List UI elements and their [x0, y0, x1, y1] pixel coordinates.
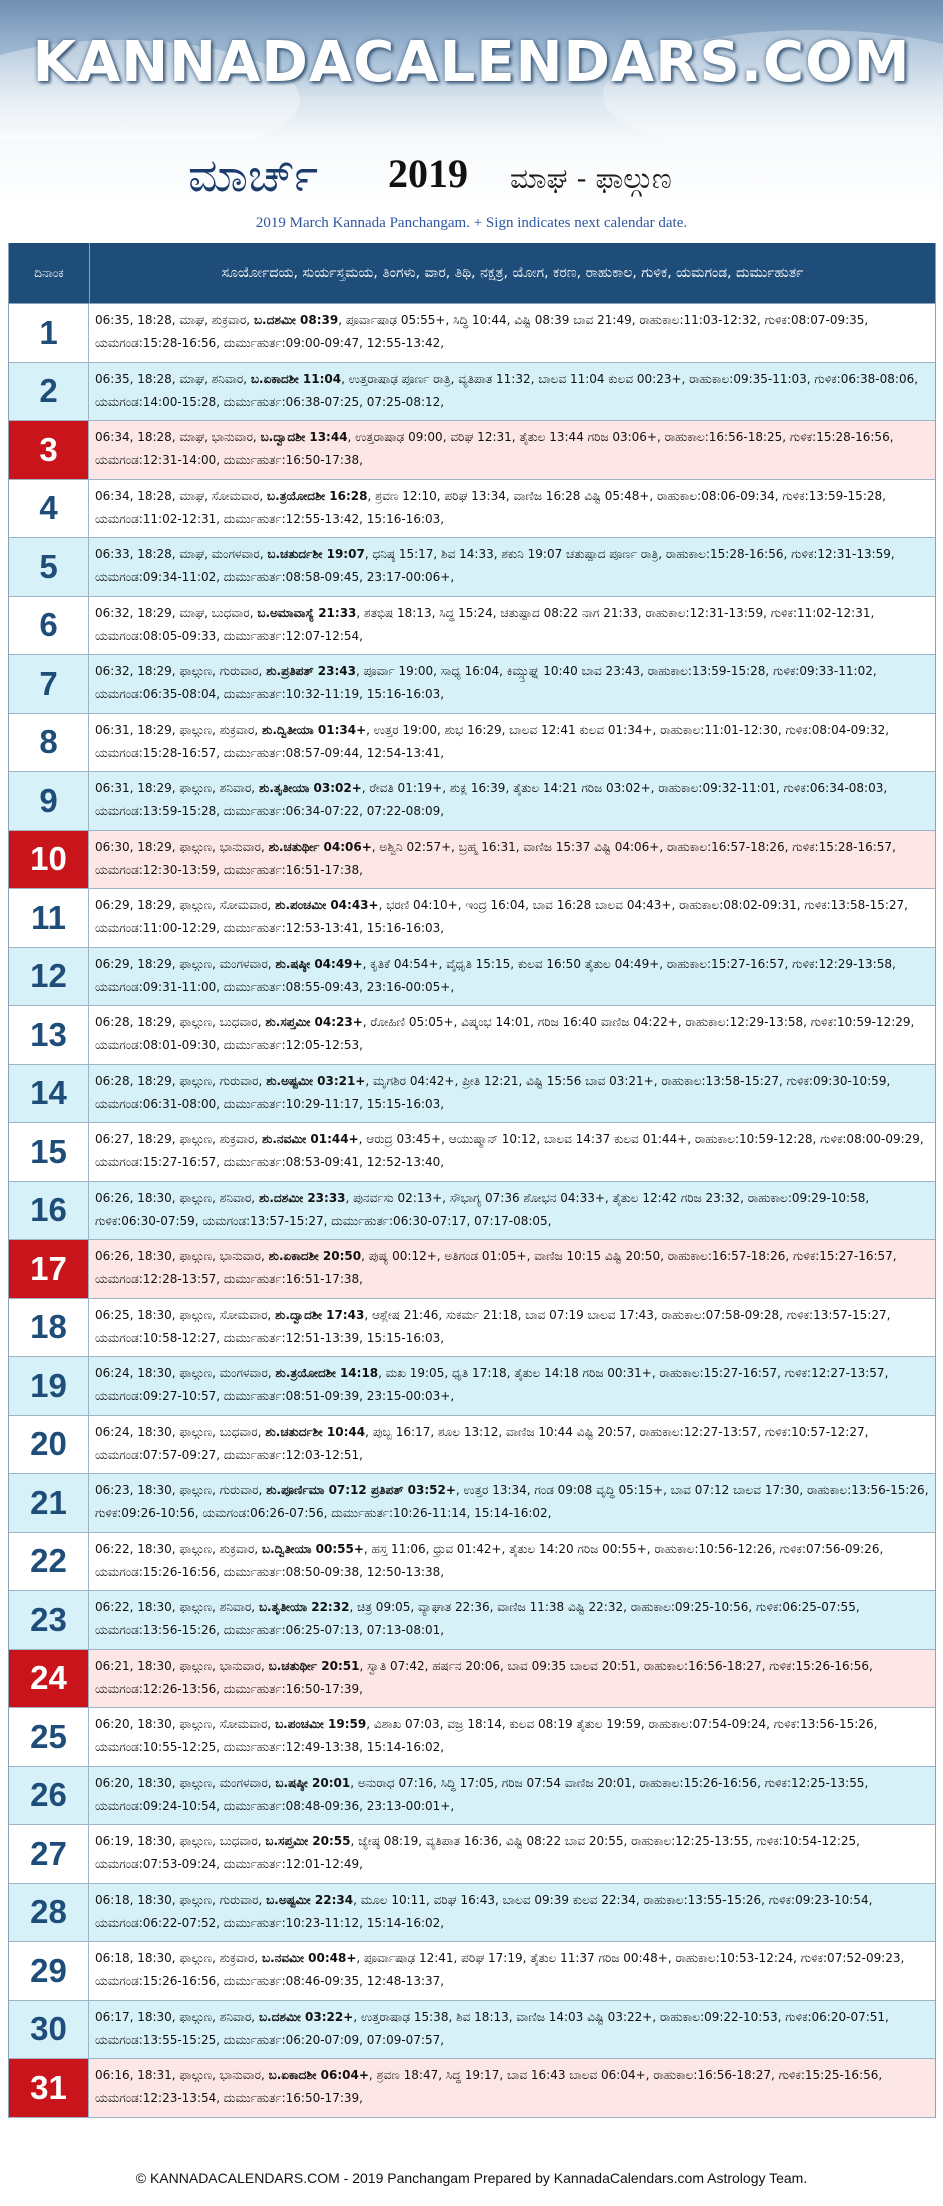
panchanga-timings: , ಆಶ್ಲೇಷ 21:46, ಸುಕರ್ಮ 21:18, ಬಾವ 07:19 ಬಾಲವ 17:43, ರಾಹುಕಾಲ:07:58-09:28, ಗುಳಿಕ:13:57-15:27, ಯಮಗಂಡ:10:58-12:27, ದುರ್ಮುಹುರ್ತ:12:51-13:39, 15:15-16:03, — [95, 1307, 891, 1345]
sun-month-weekday: 06:25, 18:30, ಫಾಲ್ಗುಣ, ಸೋಮವಾರ, — [95, 1307, 276, 1322]
tithi: ಬ.ತೃತೀಯಾ 22:32 — [258, 1600, 350, 1614]
panchanga-timings: , ವಿಶಾಖ 07:03, ವಜ್ರ 18:14, ಕುಲವ 08:19 ತೈತುಲ 19:59, ರಾಹುಕಾಲ:07:54-09:24, ಗುಳಿಕ:13:56-15:26, ಯಮಗಂಡ:10:55-12:25, ದುರ್ಮುಹುರ್ತ:12:49-13:38, 15:14-16:02, — [95, 1717, 878, 1754]
tithi: ಬ.ದಶಮೀ 08:39 — [253, 313, 339, 327]
tithi: ಬ.ಅಮಾವಾಸ್ಯೆ 21:33 — [257, 605, 357, 620]
panchanga-timings: , ಶ್ರವಣ 18:47, ಸಿದ್ಧ 19:17, ಬಾವ 16:43 ಬಾಲವ 06:04+, ರಾಹುಕಾಲ:16:56-18:27, ಗುಳಿಕ:15:25-16:56, ಯಮಗಂಡ:12:23-13:54, ದುರ್ಮುಹುರ್ತ:16:50-17:39, — [95, 2068, 883, 2105]
day-details — [89, 1416, 935, 1474]
table-row — [9, 1650, 935, 1709]
day-details — [89, 1591, 935, 1649]
sun-month-weekday: 06:24, 18:30, ಫಾಲ್ಗುಣ, ಮಂಗಳವಾರ, — [95, 1366, 276, 1380]
tithi: ಬ.ಷಷ್ಠೀ 20:01 — [275, 1775, 351, 1790]
day-details — [89, 2001, 935, 2059]
day-number: 4 — [9, 480, 89, 538]
sun-month-weekday: 06:33, 18:28, ಮಾಘ, ಮಂಗಳವಾರ, — [95, 547, 268, 561]
tithi: ಶು.ಚತುರ್ದಶೀ 10:44 — [265, 1424, 366, 1439]
day-number: 16 — [9, 1182, 89, 1240]
table-row — [9, 1065, 935, 1124]
day-number: 15 — [9, 1123, 89, 1181]
panchanga-timings: , ಸ್ವಾತಿ 07:42, ಹರ್ಷನ 20:06, ಬಾವ 09:35 ಬಾಲವ 20:51, ರಾಹುಕಾಲ:16:56-18:27, ಗುಳಿಕ:15:26-16:56, ಯಮಗಂಡ:12:26-13:56, ದುರ್ಮುಹುರ್ತ:16:50-17:39, — [95, 1658, 873, 1696]
sun-month-weekday: 06:35, 18:28, ಮಾಘ, ಶುಕ್ರವಾರ, — [95, 313, 254, 327]
table-row — [9, 363, 935, 422]
sun-month-weekday: 06:29, 18:29, ಫಾಲ್ಗುಣ, ಮಂಗಳವಾರ, — [95, 956, 276, 971]
tithi: ಶು.ಪ್ರತಿಪತ್ 23:43 — [266, 664, 357, 678]
panchanga-timings: , ಉತ್ತರಾಷಾಢ 09:00, ವರಿಘ 12:31, ತೈತುಲ 13:44 ಗರಿಜ 03:06+, ರಾಹುಕಾಲ:16:56-18:25, ಗುಳಿಕ:15:28-16:56, ಯಮಗಂಡ:12:31-14:00, ದುರ್ಮುಹುರ್ತ:16:50-17:38, — [95, 430, 894, 467]
table-row — [9, 1591, 935, 1650]
day-details — [89, 304, 935, 362]
day-number: 5 — [9, 538, 89, 596]
tithi: ಬ.ಏಕಾದಶೀ 06:04+ — [268, 2068, 369, 2082]
day-details — [89, 1708, 935, 1766]
table-row — [9, 1182, 935, 1241]
table-row — [9, 1006, 935, 1065]
day-number: 31 — [9, 2059, 89, 2117]
year: 2019 — [388, 151, 468, 196]
table-row — [9, 480, 935, 539]
sun-month-weekday: 06:35, 18:28, ಮಾಘ, ಶನಿವಾರ, — [95, 371, 251, 386]
day-details — [89, 1006, 935, 1064]
day-details — [89, 1942, 935, 2000]
panchanga-timings: , ಉತ್ತರ 19:00, ಶುಭ 16:29, ಬಾಲವ 12:41 ಕುಲವ 01:34+, ರಾಹುಕಾಲ:11:01-12:30, ಗುಳಿಕ:08:04-09:32, ಯಮಗಂಡ:15:28-16:57, ದುರ್ಮುಹುರ್ತ:08:57-09:44, 12:54-13:41, — [95, 722, 890, 760]
table-row — [9, 1708, 935, 1767]
tithi: ಶು.ದಶಮೀ 23:33 — [258, 1190, 346, 1205]
panchanga-timings: , ಅಶ್ವಿನಿ 02:57+, ಬ್ರಹ್ಮ 16:31, ವಾಣಿಜ 15:37 ವಿಷ್ಟಿ 04:06+, ರಾಹುಕಾಲ:16:57-18:26, ಗುಳಿಕ:15:28-16:57, ಯಮಗಂಡ:12:30-13:59, ದುರ್ಮುಹುರ್ತ:16:51-17:38, — [95, 839, 896, 877]
day-number: 19 — [9, 1357, 89, 1415]
table-row — [9, 1942, 935, 2001]
panchangam-table — [8, 243, 936, 2118]
tithi: ಬ.ಚತುರ್ದಶೀ 19:07 — [267, 547, 365, 561]
panchanga-timings: , ಕೃತಿಕೆ 04:54+, ವೈಧೃತಿ 15:15, ಕುಲವ 16:50 ತೈತುಲ 04:49+, ರಾಹುಕಾಲ:15:27-16:57, ಗುಳಿಕ:12:29-13:58, ಯಮಗಂಡ:09:31-11:00, ದುರ್ಮುಹುರ್ತ:08:55-09:43, 23:16-00:05+, — [95, 956, 896, 994]
date-column-header: ದಿನಾಂಕ — [9, 243, 90, 303]
panchanga-timings: , ಹಸ್ತ 11:06, ಧ್ರುವ 01:42+, ತೈತುಲ 14:20 ಗರಿಜ 00:55+, ರಾಹುಕಾಲ:10:56-12:26, ಗುಳಿಕ:07:56-09:26, ಯಮಗಂಡ:15:26-16:56, ದುರ್ಮುಹುರ್ತ:08:50-09:38, 12:50-13:38, — [95, 1541, 884, 1579]
table-row — [9, 714, 935, 773]
sun-month-weekday: 06:17, 18:30, ಫಾಲ್ಗುಣ, ಶನಿವಾರ, — [95, 2009, 259, 2024]
day-number: 10 — [9, 831, 89, 889]
table-row — [9, 655, 935, 714]
day-number: 7 — [9, 655, 89, 713]
day-details — [89, 480, 935, 538]
tithi: ಶು.ಅಷ್ಟಮೀ 03:21+ — [266, 1073, 366, 1088]
tithi: ಶು.ಸಪ್ತಮೀ 04:23+ — [265, 1015, 363, 1029]
table-row — [9, 948, 935, 1007]
panchanga-timings: , ಉತ್ತರಾಷಾಢ 15:38, ಶಿವ 18:13, ವಾಣಿಜ 14:03 ವಿಷ್ಟಿ 03:22+, ರಾಹುಕಾಲ:09:22-10:53, ಗುಳಿಕ:06:20-07:51, ಯಮಗಂಡ:13:55-15:25, ದುರ್ಮುಹುರ್ತ:06:20-07:09, 07:09-07:57, — [95, 2009, 889, 2047]
day-number: 24 — [9, 1650, 89, 1708]
day-number: 2 — [9, 363, 89, 421]
sun-month-weekday: 06:18, 18:30, ಫಾಲ್ಗುಣ, ಶುಕ್ರವಾರ, — [95, 1951, 262, 1965]
day-details — [89, 889, 935, 947]
sun-month-weekday: 06:31, 18:29, ಫಾಲ್ಗುಣ, ಶನಿವಾರ, — [95, 781, 259, 795]
day-details — [89, 1182, 935, 1240]
panchanga-timings: , ಪುಷ್ಯ 00:12+, ಅತಿಗಂಡ 01:05+, ವಾಣಿಜ 10:15 ವಿಷ್ಟಿ 20:50, ರಾಹುಕಾಲ:16:57-18:26, ಗುಳಿಕ:15:27-16:57, ಯಮಗಂಡ:12:28-13:57, ದುರ್ಮುಹುರ್ತ:16:51-17:38, — [95, 1249, 897, 1286]
details-column-header: ಸೂರ್ಯೋದಯ, ಸುರ್ಯಸ್ತಮಯ, ತಿಂಗಳು, ವಾರ, ತಿಥಿ, ನಕ್ಷತ್ರ, ಯೋಗ, ಕರಣ, ರಾಹುಕಾಲ, ಗುಳಿಕ, ಯಮಗಂಡ, ದುರ್ಮುಹುರ್ತ — [221, 264, 804, 281]
panchanga-timings: , ಜ್ಯೇಷ್ಠ 08:19, ವ್ಯತಿಪಾತ 16:36, ವಿಷ್ಟಿ 08:22 ಬಾವ 20:55, ರಾಹುಕಾಲ:12:25-13:55, ಗುಳಿಕ:10:54-12:25, ಯಮಗಂಡ:07:53-09:24, ದುರ್ಮುಹುರ್ತ:12:01-12:49, — [95, 1834, 860, 1871]
sun-month-weekday: 06:19, 18:30, ಫಾಲ್ಗುಣ, ಬುಧವಾರ, — [95, 1834, 266, 1848]
table-row — [9, 538, 935, 597]
day-number: 29 — [9, 1942, 89, 2000]
tithi: ಶು.ಪೂರ್ಣಿಮಾ 07:12 ಪ್ರತಿಪತ್ 03:52+ — [266, 1483, 456, 1497]
day-details — [89, 948, 935, 1006]
day-details — [89, 1123, 935, 1181]
day-number: 3 — [9, 421, 89, 479]
tithi: ಬ.ದಶಮೀ 03:22+ — [258, 2009, 354, 2024]
panchanga-timings: , ಪುಬ್ಬ 16:17, ಶೂಲ 13:12, ವಾಣಿಜ 10:44 ವಿಷ್ಟಿ 20:57, ರಾಹುಕಾಲ:12:27-13:57, ಗುಳಿಕ:10:57-12:27, ಯಮಗಂಡ:07:57-09:27, ದುರ್ಮುಹುರ್ತ:12:03-12:51, — [95, 1424, 869, 1462]
panchanga-timings: , ಭರಣಿ 04:10+, ಇಂದ್ರ 16:04, ಬಾವ 16:28 ಬಾಲವ 04:43+, ರಾಹುಕಾಲ:08:02-09:31, ಗುಳಿಕ:13:58-15:27, ಯಮಗಂಡ:11:00-12:29, ದುರ್ಮುಹುರ್ತ:12:53-13:41, 15:16-16:03, — [95, 898, 908, 935]
day-details — [89, 1065, 935, 1123]
table-row — [9, 597, 935, 656]
tithi: ಬ.ದ್ವಾದಶೀ 13:44 — [260, 430, 348, 444]
day-number: 27 — [9, 1825, 89, 1883]
masa-names: ಮಾಘ - ಫಾಲ್ಗುಣ — [510, 162, 672, 195]
table-row — [9, 1474, 935, 1533]
table-row — [9, 1299, 935, 1358]
panchanga-timings: , ಮೂಲ 10:11, ವರಿಘ 16:43, ಬಾಲವ 09:39 ಕುಲವ 22:34, ರಾಹುಕಾಲ:13:55-15:26, ಗುಳಿಕ:09:23-10:54, ಯಮಗಂಡ:06:22-07:52, ದುರ್ಮುಹುರ್ತ:10:23-11:12, 15:14-16:02, — [95, 1892, 873, 1930]
day-number: 18 — [9, 1299, 89, 1357]
tithi: ಶು.ಚತುರ್ಥೀ 04:06+ — [268, 839, 372, 854]
table-row — [9, 1767, 935, 1826]
day-details — [89, 1240, 935, 1298]
sun-month-weekday: 06:20, 18:30, ಫಾಲ್ಗುಣ, ಮಂಗಳವಾರ, — [95, 1775, 276, 1790]
day-details — [89, 1650, 935, 1708]
table-row — [9, 304, 935, 363]
tithi: ಶು.ಪಂಚಮೀ 04:43+ — [275, 898, 379, 912]
day-details — [89, 772, 935, 830]
sun-month-weekday: 06:23, 18:30, ಫಾಲ್ಗುಣ, ಗುರುವಾರ, — [95, 1483, 267, 1497]
day-number: 13 — [9, 1006, 89, 1064]
sun-month-weekday: 06:16, 18:31, ಫಾಲ್ಗುಣ, ಭಾನುವಾರ, — [95, 2068, 269, 2082]
month-name: ಮಾರ್ಚ್ — [188, 148, 319, 202]
day-number: 12 — [9, 948, 89, 1006]
sun-month-weekday: 06:24, 18:30, ಫಾಲ್ಗುಣ, ಬುಧವಾರ, — [95, 1424, 266, 1439]
day-details — [89, 1533, 935, 1591]
table-row — [9, 1357, 935, 1416]
sun-month-weekday: 06:32, 18:29, ಮಾಘ, ಬುಧವಾರ, — [95, 605, 258, 620]
site-title[interactable]: KANNADACALENDARS.COM — [32, 30, 911, 95]
tithi: ಶು.ದ್ವಿತೀಯಾ 01:34+ — [261, 722, 367, 737]
tithi: ಶು.ಷಷ್ಠೀ 04:49+ — [275, 956, 363, 971]
day-details — [89, 421, 935, 479]
tithi: ಶು.ಏಕಾದಶೀ 20:50 — [268, 1249, 362, 1263]
day-details — [89, 1884, 935, 1942]
day-number: 14 — [9, 1065, 89, 1123]
sun-month-weekday: 06:27, 18:29, ಫಾಲ್ಗುಣ, ಶುಕ್ರವಾರ, — [95, 1132, 262, 1146]
table-row — [9, 2001, 935, 2060]
tithi: ಶು.ತೃತೀಯಾ 03:02+ — [258, 781, 362, 795]
day-number: 11 — [9, 889, 89, 947]
panchanga-timings: , ಶ್ರವಣ 12:10, ಪರಿಘ 13:34, ವಾಣಿಜ 16:28 ವಿಷ್ಟಿ 05:48+, ರಾಹುಕಾಲ:08:06-09:34, ಗುಳಿಕ:13:59-15:28, ಯಮಗಂಡ:11:02-12:31, ದುರ್ಮುಹುರ್ತ:12:55-13:42, 15:16-16:03, — [95, 488, 886, 526]
tithi: ಬ.ಪಂಚಮೀ 19:59 — [275, 1717, 367, 1731]
day-number: 26 — [9, 1767, 89, 1825]
day-number: 20 — [9, 1416, 89, 1474]
panchanga-timings: , ಮೃಗಶಿರ 04:42+, ಪ್ರೀತಿ 12:21, ವಿಷ್ಟಿ 15:56 ಬಾವ 03:21+, ರಾಹುಕಾಲ:13:58-15:27, ಗುಳಿಕ:09:30-10:59, ಯಮಗಂಡ:06:31-08:00, ದುರ್ಮುಹುರ್ತ:10:29-11:17, 15:15-16:03, — [95, 1073, 891, 1111]
day-details — [89, 1825, 935, 1883]
day-details — [89, 2059, 935, 2117]
sun-month-weekday: 06:28, 18:29, ಫಾಲ್ಗುಣ, ಬುಧವಾರ, — [95, 1015, 266, 1029]
day-number: 6 — [9, 597, 89, 655]
day-number: 28 — [9, 1884, 89, 1942]
day-number: 17 — [9, 1240, 89, 1298]
footer: © KANNADACALENDARS.COM - 2019 Panchangam Prepared by KannadaCalendars.com Astrology Team. — [135, 2170, 808, 2186]
site-banner — [0, 0, 943, 140]
day-number: 1 — [9, 304, 89, 362]
table-row — [9, 1825, 935, 1884]
day-details — [89, 597, 935, 655]
table-row — [9, 831, 935, 890]
tithi: ಶು.ದ್ವಾದಶೀ 17:43 — [275, 1307, 365, 1322]
day-details — [89, 714, 935, 772]
tithi: ಬ.ಅಷ್ಟಮೀ 22:34 — [266, 1892, 354, 1907]
panchanga-timings: , ಶತಭಿಷ 18:13, ಸಿದ್ಧ 15:24, ಚತುಷ್ಪಾದ 08:22 ನಾಗ 21:33, ರಾಹುಕಾಲ:12:31-13:59, ಗುಳಿಕ:11:02-12:31, ಯಮಗಂಡ:08:05-09:33, ದುರ್ಮುಹುರ್ತ:12:07-12:54, — [95, 605, 875, 643]
sun-month-weekday: 06:22, 18:30, ಫಾಲ್ಗುಣ, ಶನಿವಾರ, — [95, 1600, 259, 1614]
tithi: ಬ.ತ್ರಯೋದಶೀ 16:28 — [267, 488, 368, 503]
day-details — [89, 655, 935, 713]
day-number: 9 — [9, 772, 89, 830]
day-number: 30 — [9, 2001, 89, 2059]
table-row — [9, 421, 935, 480]
sun-month-weekday: 06:21, 18:30, ಫಾಲ್ಗುಣ, ಭಾನುವಾರ, — [95, 1658, 269, 1673]
tithi: ಬ.ಏಕಾದಶೀ 11:04 — [250, 371, 342, 386]
day-details — [89, 1767, 935, 1825]
tithi: ಶು.ತ್ರಯೋದಶೀ 14:18 — [275, 1366, 379, 1380]
day-details — [89, 538, 935, 596]
sun-month-weekday: 06:26, 18:30, ಫಾಲ್ಗುಣ, ಭಾನುವಾರ, — [95, 1249, 269, 1263]
panchanga-timings: , ಉತ್ತರಾಷಾಢ ಪೂರ್ಣ ರಾತ್ರಿ, ವ್ಯತಿಪಾತ 11:32, ಬಾಲವ 11:04 ಕುಲವ 00:23+, ರಾಹುಕಾಲ:09:35-11:03, ಗುಳಿಕ:06:38-08:06, ಯಮಗಂಡ:14:00-15:28, ದುರ್ಮುಹುರ್ತ:06:38-07:25, 07:25-08:12, — [95, 371, 919, 409]
day-number: 23 — [9, 1591, 89, 1649]
table-row — [9, 1884, 935, 1943]
table-row — [9, 2059, 935, 2118]
panchanga-timings: , ಆರುದ್ರ 03:45+, ಆಯುಷ್ಮಾನ್ 10:12, ಬಾಲವ 14:37 ಕುಲವ 01:44+, ರಾಹುಕಾಲ:10:59-12:28, ಗುಳಿಕ:08:00-09:29, ಯಮಗಂಡ:15:27-16:57, ದುರ್ಮುಹುರ್ತ:08:53-09:41, 12:52-13:40, — [95, 1132, 924, 1169]
panchanga-timings: , ಪೂರ್ವಾಷಾಢ 12:41, ಪರಿಘ 17:19, ತೈತುಲ 11:37 ಗರಿಜ 00:48+, ರಾಹುಕಾಲ:10:53-12:24, ಗುಳಿಕ:07:52-09:23, ಯಮಗಂಡ:15:26-16:56, ದುರ್ಮುಹುರ್ತ:08:46-09:35, 12:48-13:37, — [95, 1951, 905, 1988]
sun-month-weekday: 06:31, 18:29, ಫಾಲ್ಗುಣ, ಶುಕ್ರವಾರ, — [95, 722, 262, 737]
sun-month-weekday: 06:22, 18:30, ಫಾಲ್ಗುಣ, ಶುಕ್ರವಾರ, — [95, 1541, 262, 1556]
table-body — [9, 304, 935, 2118]
tithi: ಬ.ಸಪ್ತಮೀ 20:55 — [265, 1834, 351, 1848]
tithi: ಬ.ಚತುರ್ಥೀ 20:51 — [268, 1658, 360, 1673]
tithi: ಶು.ನವಮೀ 01:44+ — [261, 1132, 359, 1146]
sun-month-weekday: 06:30, 18:29, ಫಾಲ್ಗುಣ, ಭಾನುವಾರ, — [95, 839, 269, 854]
tithi: ಬ.ದ್ವಿತೀಯಾ 00:55+ — [261, 1541, 364, 1556]
day-details — [89, 831, 935, 889]
sun-month-weekday: 06:34, 18:28, ಮಾಘ, ಭಾನುವಾರ, — [95, 430, 261, 444]
panchanga-timings: , ರೋಹಿಣಿ 05:05+, ವಿಷ್ಕಂಭ 14:01, ಗರಿಜ 16:40 ವಾಣಿಜ 04:22+, ರಾಹುಕಾಲ:12:29-13:58, ಗುಳಿಕ:10:59-12:29, ಯಮಗಂಡ:08:01-09:30, ದುರ್ಮುಹುರ್ತ:12:05-12:53, — [95, 1015, 915, 1052]
day-number: 8 — [9, 714, 89, 772]
panchanga-timings: , ಪುನರ್ವಸು 02:13+, ಸೌಭಾಗ್ಯ 07:36 ಶೋಭನ 04:33+, ತೈತುಲ 12:42 ಗರಿಜ 23:32, ರಾಹುಕಾಲ:09:29-10:58, ಗುಳಿಕ:06:30-07:59, ಯಮಗಂಡ:13:57-15:27, ದುರ್ಮುಹುರ್ತ:06:30-07:17, 07:17-08:05, — [95, 1190, 870, 1228]
panchanga-timings: , ಪೂರ್ವಾ 19:00, ಸಾಧ್ಯ 16:04, ಕಿಮ್ಸ್ತುಘ್ನ 10:40 ಬಾವ 23:43, ರಾಹುಕಾಲ:13:59-15:28, ಗುಳಿಕ:09:33-11:02, ಯಮಗಂಡ:06:35-08:04, ದುರ್ಮುಹುರ್ತ:10:32-11:19, 15:16-16:03, — [95, 664, 877, 701]
sun-month-weekday: 06:29, 18:29, ಫಾಲ್ಗುಣ, ಸೋಮವಾರ, — [95, 898, 276, 912]
table-row — [9, 1416, 935, 1475]
day-number: 22 — [9, 1533, 89, 1591]
sun-month-weekday: 06:32, 18:29, ಫಾಲ್ಗುಣ, ಗುರುವಾರ, — [95, 664, 267, 678]
sun-month-weekday: 06:34, 18:28, ಮಾಘ, ಸೋಮವಾರ, — [95, 488, 268, 503]
tithi: ಬ.ನವಮೀ 00:48+ — [261, 1951, 357, 1965]
panchanga-timings: , ಮಖ 19:05, ಧೃತಿ 17:18, ತೈತುಲ 14:18 ಗರಿಜ 00:31+, ರಾಹುಕಾಲ:15:27-16:57, ಗುಳಿಕ:12:27-13:57, ಯಮಗಂಡ:09:27-10:57, ದುರ್ಮುಹುರ್ತ:08:51-09:39, 23:15-00:03+, — [95, 1366, 889, 1403]
day-details — [89, 1357, 935, 1415]
month-header — [0, 140, 943, 206]
day-details — [89, 363, 935, 421]
table-row — [9, 1123, 935, 1182]
subtitle: 2019 March Kannada Panchangam. + Sign indicates next calendar date. — [255, 215, 688, 231]
panchanga-timings: , ಪೂರ್ವಾಷಾಢ 05:55+, ಸಿದ್ಧಿ 10:44, ವಿಷ್ಟಿ 08:39 ಬಾವ 21:49, ರಾಹುಕಾಲ:11:03-12:32, ಗುಳಿಕ:08:07-09:35, ಯಮಗಂಡ:15:28-16:56, ದುರ್ಮುಹುರ್ತ:09:00-09:47, 12:55-13:42, — [95, 313, 869, 350]
table-row — [9, 1240, 935, 1299]
panchanga-timings: , ಉತ್ತರ 13:34, ಗಂಡ 09:08 ವೃದ್ಧಿ 05:15+, ಬಾವ 07:12 ಬಾಲವ 17:30, ರಾಹುಕಾಲ:13:56-15:26, ಗುಳಿಕ:09:26-10:56, ಯಮಗಂಡ:06:26-07:56, ದುರ್ಮುಹುರ್ತ:10:26-11:14, 15:14-16:02, — [95, 1483, 929, 1520]
panchanga-timings: , ಚಿತ್ರ 09:05, ವ್ಯಾಘಾತ 22:36, ವಾಣಿಜ 11:38 ವಿಷ್ಟಿ 22:32, ರಾಹುಕಾಲ:09:25-10:56, ಗುಳಿಕ:06:25-07:55, ಯಮಗಂಡ:13:56-15:26, ದುರ್ಮುಹುರ್ತ:06:25-07:13, 07:13-08:01, — [95, 1600, 860, 1637]
day-number: 21 — [9, 1474, 89, 1532]
sun-month-weekday: 06:26, 18:30, ಫಾಲ್ಗುಣ, ಶನಿವಾರ, — [95, 1190, 259, 1205]
sun-month-weekday: 06:18, 18:30, ಫಾಲ್ಗುಣ, ಗುರುವಾರ, — [95, 1892, 267, 1907]
table-header — [9, 243, 935, 304]
table-row — [9, 772, 935, 831]
day-details — [89, 1299, 935, 1357]
sun-month-weekday: 06:28, 18:29, ಫಾಲ್ಗುಣ, ಗುರುವಾರ, — [95, 1073, 267, 1088]
panchanga-timings: , ಧನಿಷ್ಠ 15:17, ಶಿವ 14:33, ಶಕುನಿ 19:07 ಚತುಷ್ಪಾದ ಪೂರ್ಣ ರಾತ್ರಿ, ರಾಹುಕಾಲ:15:28-16:56, ಗುಳಿಕ:12:31-13:59, ಯಮಗಂಡ:09:34-11:02, ದುರ್ಮುಹುರ್ತ:08:58-09:45, 23:17-00:06+, — [95, 547, 895, 584]
sun-month-weekday: 06:20, 18:30, ಫಾಲ್ಗುಣ, ಸೋಮವಾರ, — [95, 1717, 276, 1731]
table-row — [9, 889, 935, 948]
day-details — [89, 1474, 935, 1532]
day-number: 25 — [9, 1708, 89, 1766]
table-row — [9, 1533, 935, 1592]
panchanga-timings: , ಅನುರಾಧ 07:16, ಸಿದ್ಧಿ 17:05, ಗರಿಜ 07:54 ವಾಣಿಜ 20:01, ರಾಹುಕಾಲ:15:26-16:56, ಗುಳಿಕ:12:25-13:55, ಯಮಗಂಡ:09:24-10:54, ದುರ್ಮುಹುರ್ತ:08:48-09:36, 23:13-00:01+, — [95, 1775, 869, 1813]
panchanga-timings: , ರೇವತಿ 01:19+, ಶುಕ್ಲ 16:39, ತೈತುಲ 14:21 ಗರಿಜ 03:02+, ರಾಹುಕಾಲ:09:32-11:01, ಗುಳಿಕ:06:34-08:03, ಯಮಗಂಡ:13:59-15:28, ದುರ್ಮುಹುರ್ತ:06:34-07:22, 07:22-08:09, — [95, 781, 888, 818]
